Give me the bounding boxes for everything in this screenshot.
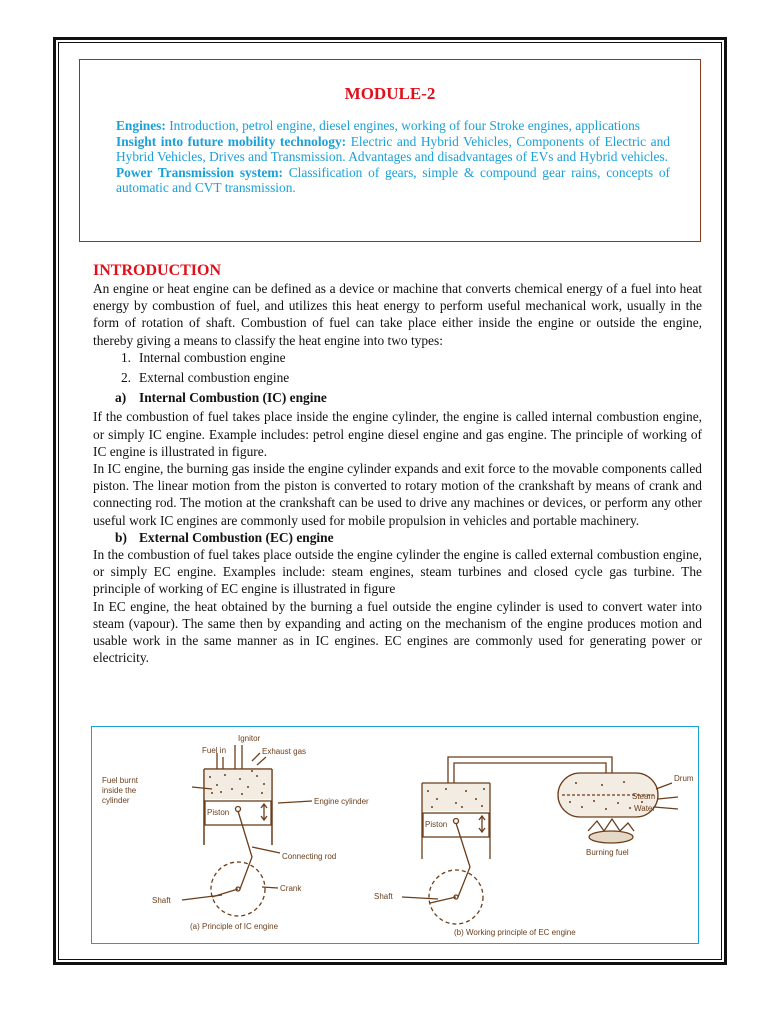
ic-paragraph-2: In IC engine, the burning gas inside the engine cylinder expands and exit force to the movable components called piston. The linear motion from the piston is converted to rotary motion of the crankshaft by means of crank and connecting rod. The motion at the crankshaft can be used to drive any machines or devices, or perform any other useful work IC engines are commonly used for mobile propulsion in vehicles and portable machinery. xyxy=(93,461,702,528)
section-title: Internal Combustion (IC) engine xyxy=(139,390,327,406)
engine-principle-figure xyxy=(91,726,699,944)
fuel-inlet-shape xyxy=(217,753,223,769)
introduction-heading: INTRODUCTION xyxy=(93,262,222,279)
syllabus-item-mobility xyxy=(116,134,670,165)
ec-paragraph-2: In EC engine, the heat obtained by the burning a fuel outside the engine cylinder is used to convert water into steam (vapour). The same then by expanding and acting on the mechanism of the engine produces motion and usable work in the same manner as in IC engines. EC engines are commonly used for generating power or electricity. xyxy=(93,598,702,666)
label-water: Water xyxy=(634,804,656,813)
label-shaft-ec: Shaft xyxy=(374,892,393,901)
syllabus-item-engines xyxy=(116,118,670,134)
intro-paragraph: An engine or heat engine can be defined as a device or machine that converts chemical energy of a fuel into heat energy by combustion of fuel, and utilizes this heat energy to perform useful mechanical work, usually in the form of rotation of shaft. Combustion of fuel can take place either inside the engine or outside the engine, thereby giving a means to classify the heat engine into two types: xyxy=(93,281,702,348)
engine-diagram xyxy=(92,727,697,942)
syllabus-text: Introduction, petrol engine, diesel engines, working of four Stroke engines, applications xyxy=(165,118,640,133)
label-ignitor: Ignitor xyxy=(238,734,261,743)
label-fuel-burnt: Fuel burnt xyxy=(102,776,139,785)
label-inside-the: inside the xyxy=(102,786,137,795)
label-connecting-rod: Connecting rod xyxy=(282,852,337,861)
ic-paragraph-1: If the combustion of fuel takes place inside the engine cylinder, the engine is called internal combustion engine, or simply IC engine. Example includes: petrol engine diesel engine and gas engine. The principle of working of IC engine is illustrated in figure. xyxy=(93,409,702,459)
ic-section-heading xyxy=(93,389,702,406)
ignitor-shape xyxy=(235,745,242,769)
ec-shaft-leader xyxy=(402,897,438,899)
ec-section-heading xyxy=(93,529,702,546)
ec-paragraph-1: In the combustion of fuel takes place outside the engine cylinder the engine is called external combustion engine, or simply EC engine. Examples include: steam engines, steam turbines and closed cycle gas turbine. The principle of working of EC engine is illustrated in figure xyxy=(93,547,702,597)
syllabus-item-transmission xyxy=(116,165,670,196)
label-shaft-ic: Shaft xyxy=(152,896,171,905)
syllabus-heading: Engines: xyxy=(116,118,166,133)
syllabus-heading: Insight into future mobility technology: xyxy=(116,133,347,149)
caption-ic-engine: (a) Principle of IC engine xyxy=(190,922,279,931)
label-drum: Drum xyxy=(674,774,694,783)
syllabus-list xyxy=(116,118,670,196)
label-fuel-in: Fuel in xyxy=(202,746,227,755)
module-syllabus-box xyxy=(79,59,701,242)
list-text: Internal combustion engine xyxy=(139,349,286,365)
ec-crank-arm xyxy=(430,897,456,903)
label-steam: Steam xyxy=(632,792,656,801)
label-burning-fuel: Burning fuel xyxy=(586,848,629,857)
syllabus-heading: Power Transmission system: xyxy=(116,164,283,180)
list-text: External combustion engine xyxy=(139,370,290,386)
caption-ec-engine: (b) Working principle of EC engine xyxy=(454,928,576,937)
burning-fuel-pile xyxy=(588,819,634,843)
section-title: External Combustion (EC) engine xyxy=(139,529,334,545)
syllabus-text: Classification of gears, simple & compound gear rains, concepts of automatic and CVT transmission. xyxy=(116,164,670,196)
label-piston-ic: Piston xyxy=(207,808,230,817)
list-number: 2. xyxy=(120,370,131,386)
label-cylinder: cylinder xyxy=(102,796,130,805)
section-label: a) xyxy=(115,390,127,406)
section-label: b) xyxy=(115,529,127,545)
label-piston-ec: Piston xyxy=(425,820,448,829)
main-content xyxy=(93,280,702,666)
module-title: MODULE-2 xyxy=(344,84,436,103)
label-engine-cylinder: Engine cylinder xyxy=(314,797,369,806)
syllabus-text: Electric and Hybrid Vehicles, Components of Electric and Hybrid Vehicles, Drives and Transmission. Advantages and disadvantages of EVs and Hybrid vehicles. xyxy=(116,133,670,165)
label-crank: Crank xyxy=(280,884,302,893)
label-exhaust-gas: Exhaust gas xyxy=(262,747,307,756)
list-item xyxy=(93,369,702,386)
list-item xyxy=(93,349,702,366)
list-number: 1. xyxy=(120,349,131,365)
